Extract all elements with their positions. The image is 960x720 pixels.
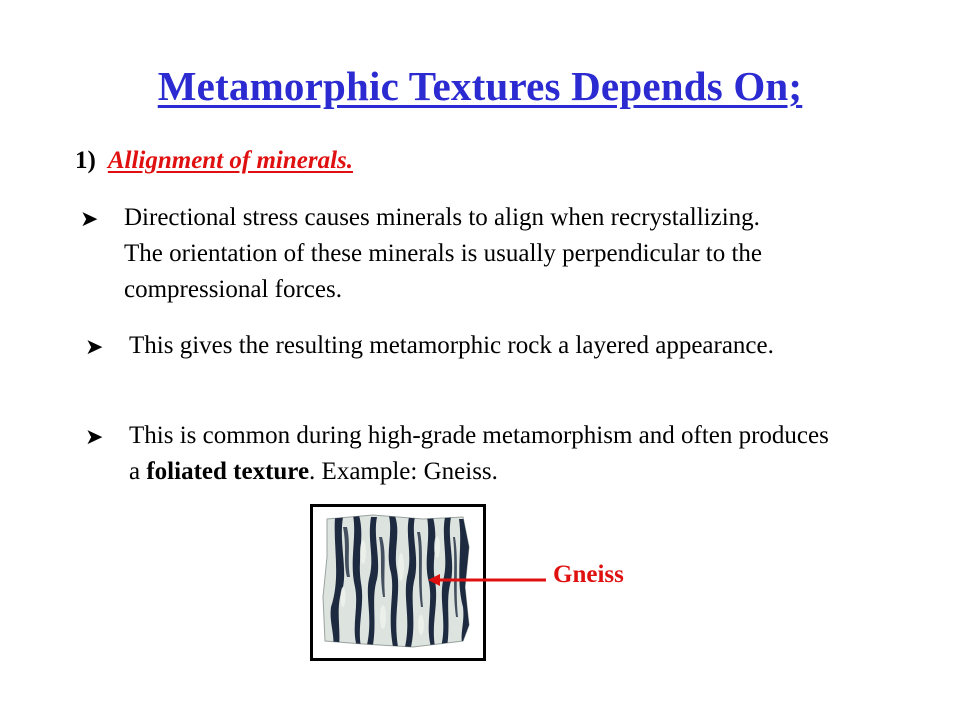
subheading-topic: Allignment of minerals.: [107, 147, 354, 174]
arrow-bullet-icon: ➤: [80, 206, 99, 231]
arrow-bullet-icon: ➤: [85, 334, 104, 359]
bullet-text: Directional stress causes minerals to align when recrystallizing. The orientation of these minerals is usually perpendicular to the compressional forces.: [124, 204, 763, 303]
bullet-text-end: . Example: Gneiss.: [309, 458, 498, 485]
subheading-number: 1): [75, 147, 96, 174]
bullet-text-start: This is common during high-grade metamorphism and often produces a: [129, 422, 829, 485]
bullet-text-bold: foliated texture: [146, 458, 310, 485]
bullet-item: [80, 200, 800, 308]
bullet-item: [85, 418, 845, 490]
bullet-text: This gives the resulting metamorphic rock a layered appearance.: [129, 332, 774, 359]
figure-label: Gneiss: [553, 561, 624, 588]
bullet-text: [129, 418, 845, 490]
arrow-bullet-icon: ➤: [85, 424, 104, 449]
pointer-arrow-icon: [428, 574, 550, 586]
slide-title: Metamorphic Textures Depends On;: [157, 63, 803, 109]
subheading: [75, 147, 353, 175]
bullet-item: [85, 328, 805, 365]
